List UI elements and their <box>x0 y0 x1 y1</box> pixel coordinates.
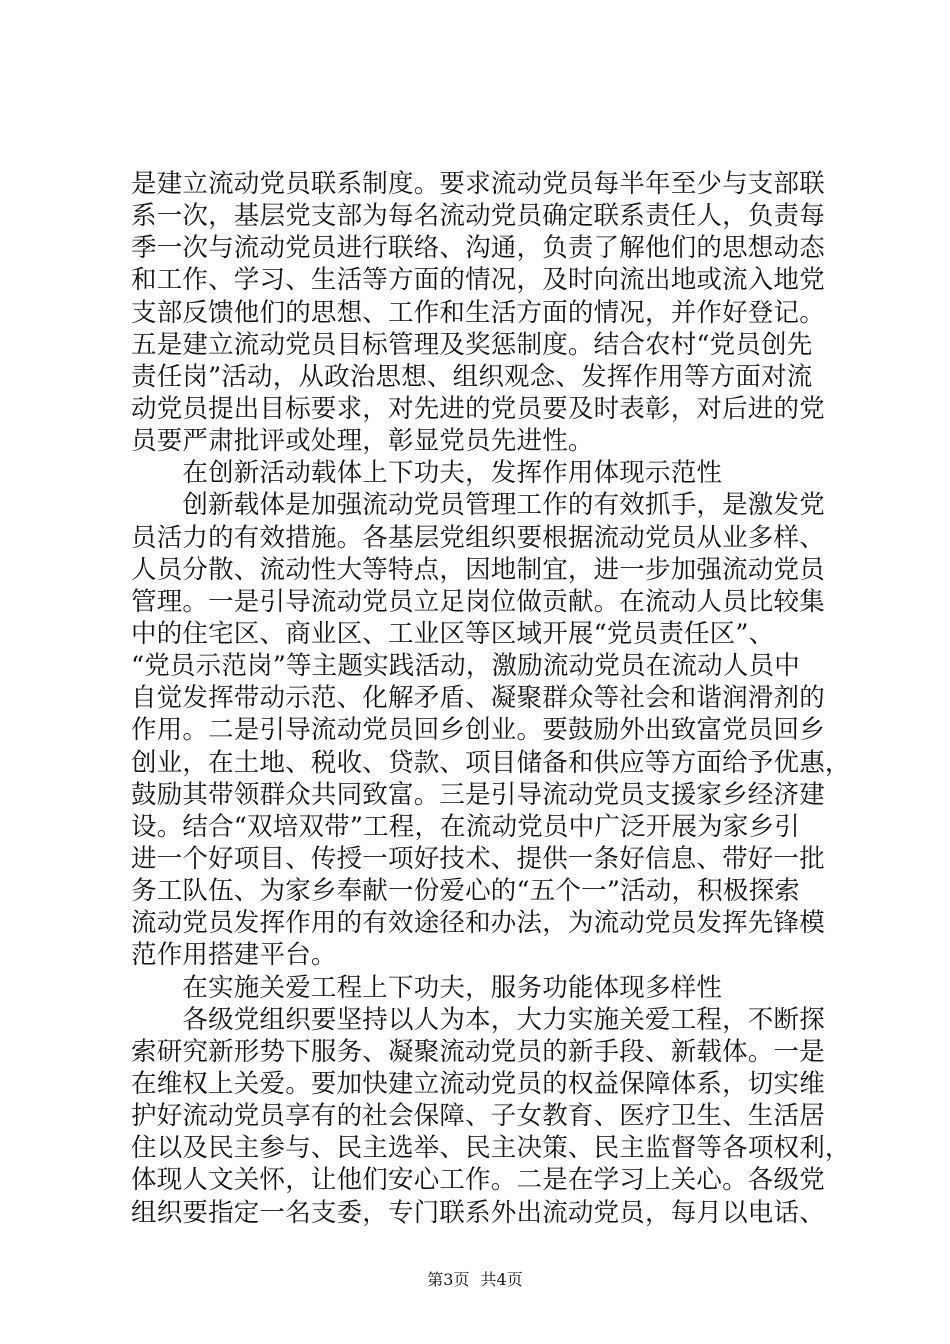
section-heading: 在实施关爱工程上下功夫，服务功能体现多样性 <box>131 972 723 1003</box>
text-line: 流动党员发挥作用的有效途径和办法，为流动党员发挥先锋模 <box>131 908 825 939</box>
text-line: 五是建立流动党员目标管理及奖惩制度。结合农村“党员创先 <box>131 329 813 360</box>
section-heading: 在创新活动载体上下功夫，发挥作用体现示范性 <box>131 458 723 489</box>
text-line: 动党员提出目标要求，对先进的党员要及时表彰，对后进的党 <box>131 393 825 424</box>
text-line: 护好流动党员享有的社会保障、子女教育、医疗卫生、生活居 <box>131 1101 825 1132</box>
text-line: 员活力的有效措施。各基层党组织要根据流动党员从业多样、 <box>131 522 825 553</box>
text-line: 住以及民主参与、民主选举、民主决策、民主监督等各项权利， <box>131 1133 851 1164</box>
page-total: 共4页 <box>480 1270 523 1289</box>
text-line: 自觉发挥带动示范、化解矛盾、凝聚群众等社会和谐润滑剂的 <box>131 683 825 714</box>
text-line: 创业，在土地、税收、贷款、项目储备和供应等方面给予优惠， <box>131 747 851 778</box>
page-number: 第3页 <box>427 1270 470 1289</box>
text-line: 进一个好项目、传授一项好技术、提供一条好信息、带好一批 <box>131 843 825 874</box>
text-line: 管理。一是引导流动党员立足岗位做贡献。在流动人员比较集 <box>131 586 825 617</box>
text-line: 季一次与流动党员进行联络、沟通，负责了解他们的思想动态 <box>131 233 825 264</box>
text-line: 员要严肃批评或处理，彰显党员先进性。 <box>131 426 594 457</box>
text-line: 和工作、学习、生活等方面的情况，及时向流出地或流入地党 <box>131 265 825 296</box>
body-text <box>131 168 851 1229</box>
text-line: 系一次，基层党支部为每名流动党员确定联系责任人，负责每 <box>131 201 825 232</box>
text-line: 责任岗”活动，从政治思想、组织观念、发挥作用等方面对流 <box>131 361 813 392</box>
text-line: 支部反馈他们的思想、工作和生活方面的情况，并作好登记。 <box>131 297 825 328</box>
text-line: 是建立流动党员联系制度。要求流动党员每半年至少与支部联 <box>131 169 825 199</box>
text-line: 鼓励其带领群众共同致富。三是引导流动党员支援家乡经济建 <box>131 779 825 810</box>
text-line: 范作用搭建平台。 <box>131 940 337 971</box>
text-line: 作用。二是引导流动党员回乡创业。要鼓励外出致富党员回乡 <box>131 715 825 746</box>
text-line: 设。结合“双培双带”工程，在流动党员中广泛开展为家乡引 <box>131 811 800 842</box>
text-line: 组织要指定一名支委，专门联系外出流动党员，每月以电话、 <box>131 1197 825 1228</box>
text-line: 索研究新形势下服务、凝聚流动党员的新手段、新载体。一是 <box>131 1036 825 1067</box>
text-line: 中的住宅区、商业区、工业区等区域开展“党员责任区”、 <box>131 618 775 649</box>
page-footer <box>0 1270 950 1290</box>
text-line: 在维权上关爱。要加快建立流动党员的权益保障体系，切实维 <box>131 1068 825 1099</box>
text-line: 人员分散、流动性大等特点，因地制宜，进一步加强流动党员 <box>131 554 825 585</box>
text-line: 体现人文关怀，让他们安心工作。二是在学习上关心。各级党 <box>131 1165 825 1196</box>
text-line: 务工队伍、为家乡奉献一份爱心的“五个一”活动，积极探索 <box>131 876 800 907</box>
text-line: 创新载体是加强流动党员管理工作的有效抓手，是激发党 <box>131 490 825 521</box>
text-line: 各级党组织要坚持以人为本，大力实施关爱工程，不断探 <box>131 1004 825 1035</box>
text-line: “党员示范岗”等主题实践活动，激励流动党员在流动人员中 <box>131 651 800 682</box>
